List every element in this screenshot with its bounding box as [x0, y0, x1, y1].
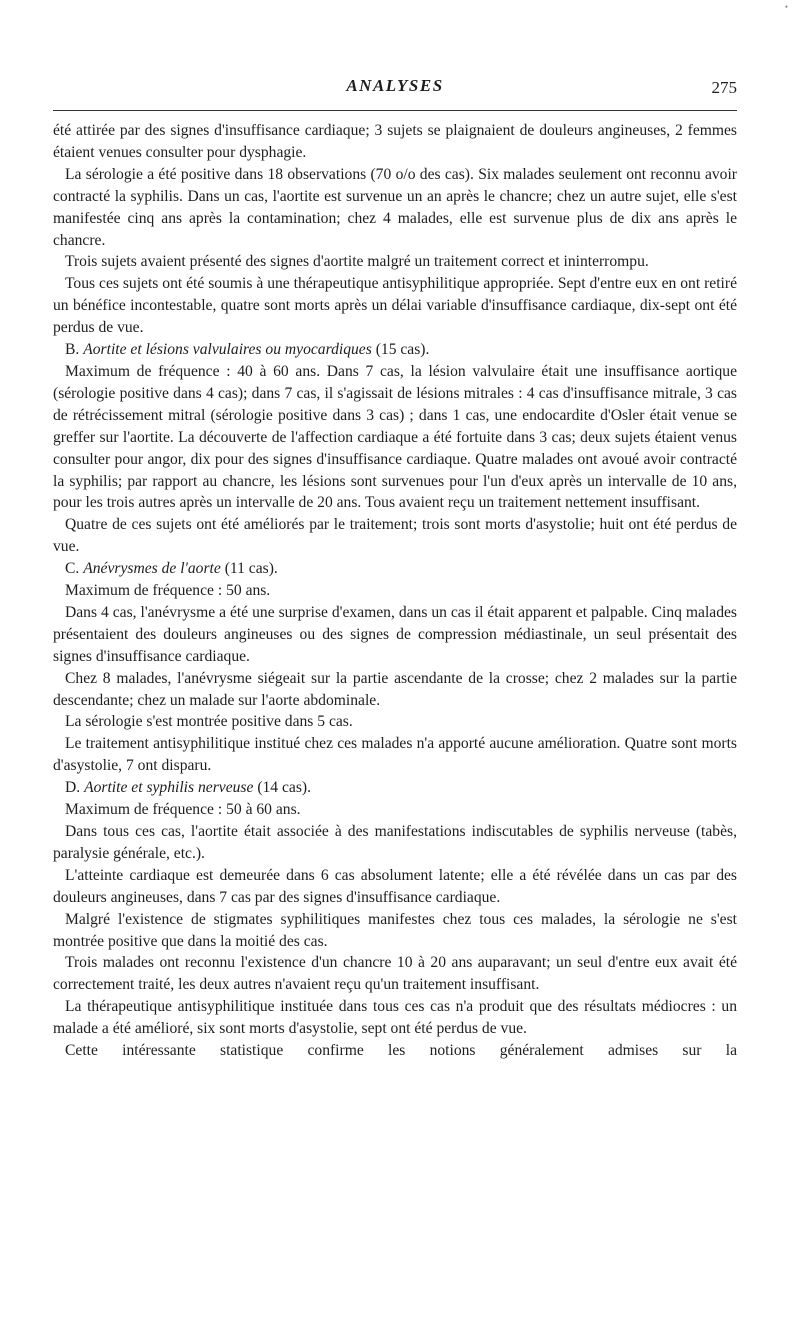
paragraph: Maximum de fréquence : 40 à 60 ans. Dans 7 cas, la lésion valvulaire était une insuffisance aortique (sérologie positive dans 4 cas); dans 7 cas, il s'agissait de lésions mitrales : 4 cas d'insuffisance mitrale, 3 cas de rétrécissement mitral (sérologie positive dans 3 cas) ; dans 1 cas, une endocardite d'Osler était venue se greffer sur l'aortite. La découverte de l'affection cardiaque a été fortuite dans 3 cas; deux sujets étaient venus consulter pour angor, dix pour des signes d'insuffisance cardiaque. Quatre malades ont avoué avoir contracté la syphilis; par rapport au chancre, les lésions sont survenues pour l'un d'eux après un intervalle de 10 ans, pour les trois autres après un intervalle de 20 ans. Tous avaient reçu un traitement nettement insuffisant. — [53, 362, 737, 512]
section-title: Aortite et syphilis nerveuse — [84, 779, 254, 797]
paragraph: Trois sujets avaient présenté des signes d'aortite malgré un traitement correct et ininterrompu. — [65, 253, 649, 271]
margin-dot: • — [784, 2, 788, 12]
paragraph: L'atteinte cardiaque est demeurée dans 6 cas absolument latente; elle a été révélée dans un cas par des douleurs angineuses, dans 7 cas par des signes d'insuffisance cardiaque. — [53, 866, 737, 906]
paragraph: La sérologie a été positive dans 18 observations (70 o/o des cas). Six malades seulement ont reconnu avoir contracté la syphilis. Dans un cas, l'aortite est survenue un an après le chancre; chez un autre sujet, elle s'est manifestée cinq ans après la contamination; chez 4 malades, elle est survenue plus de dix ans après le chancre. — [53, 165, 737, 249]
paragraph: Dans tous ces cas, l'aortite était associée à des manifestations indiscutables de syphilis nerveuse (tabès, paralysie générale, etc.). — [53, 823, 737, 862]
section-heading-d — [53, 777, 737, 799]
section-count: (11 cas). — [224, 560, 278, 578]
page-number: 275 — [711, 78, 737, 97]
paragraph: Le traitement antisyphilitique institué chez ces malades n'a apporté aucune amélioration. Quatre sont morts d'asystolie, 7 ont disparu. — [53, 735, 737, 775]
paragraph: Tous ces sujets ont été soumis à une thérapeutique antisyphilitique appropriée. Sept d'entre eux en ont retiré un bénéfice incontestable, quatre sont morts après un délai variable d'insuffisance cardiaque, dix-sept ont été perdus de vue. — [53, 275, 737, 337]
paragraph: La thérapeutique antisyphilitique instituée dans tous ces cas n'a produit que des résultats médiocres : un malade a été amélioré, six sont morts d'asystolie, sept ont été perdus de vue. — [53, 998, 737, 1038]
paragraph: La sérologie s'est montrée positive dans 5 cas. — [65, 713, 353, 731]
body-text — [53, 120, 737, 1062]
section-label: B. — [65, 341, 80, 359]
section-label: C. — [65, 560, 80, 578]
paragraph: Malgré l'existence de stigmates syphilitiques manifestes chez tous ces malades, la sérologie ne s'est montrée positive que dans la moitié des cas. — [53, 910, 737, 950]
section-label: D. — [65, 779, 81, 797]
paragraph: Chez 8 malades, l'anévrysme siégeait sur la partie ascendante de la crosse; chez 2 malades sur la partie descendante; chez un malade sur l'aorte abdominale. — [53, 669, 737, 709]
paragraph: Maximum de fréquence : 50 ans. — [65, 582, 271, 600]
section-heading-c — [53, 558, 737, 580]
closing-line: Cette intéressante statistique confirme les notions généralement admises sur la — [65, 1042, 737, 1060]
page-header — [53, 74, 737, 104]
paragraph: été attirée par des signes d'insuffisance cardiaque; 3 sujets se plaignaient de douleurs angineuses, 2 femmes étaient venues consulter pour dysphagie. — [53, 122, 737, 161]
section-heading-b — [53, 339, 737, 361]
paragraph: Dans 4 cas, l'anévrysme a été une surprise d'examen, dans un cas il était apparent et palpable. Cinq malades présentaient des douleurs angineuses ou des signes de compression médiastinale, un seul présentait des signes d'insuffisance cardiaque. — [53, 603, 737, 665]
section-title: Anévrysmes de l'aorte — [83, 560, 221, 578]
paragraph: Trois malades ont reconnu l'existence d'un chancre 10 à 20 ans auparavant; un seul d'entre eux avait été correctement traité, les deux autres n'avaient reçu qu'un traitement insuffisant. — [53, 954, 737, 994]
section-count: (14 cas). — [257, 779, 311, 797]
paragraph: Quatre de ces sujets ont été améliorés par le traitement; trois sont morts d'asystolie; huit ont été perdus de vue. — [53, 516, 737, 556]
running-title: ANALYSES — [346, 76, 444, 95]
section-title: Aortite et lésions valvulaires ou myocardiques — [83, 341, 372, 359]
section-count: (15 cas). — [375, 341, 430, 359]
paragraph: Maximum de fréquence : 50 à 60 ans. — [65, 801, 301, 819]
header-rule — [53, 110, 737, 111]
